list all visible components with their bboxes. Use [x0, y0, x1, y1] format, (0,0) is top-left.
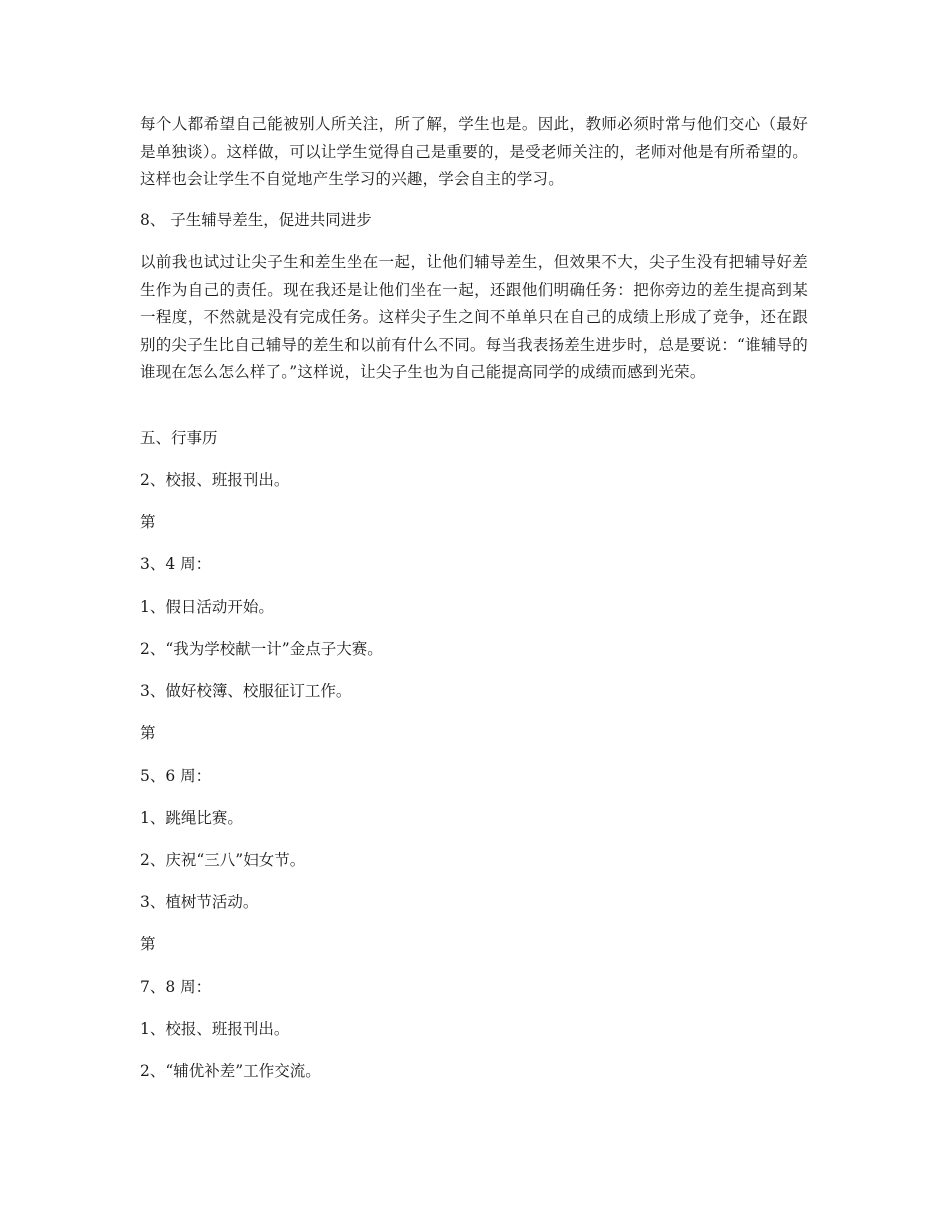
list-item: 2、校报、班报刊出。 — [140, 471, 290, 489]
list-item: 3、做好校簿、校服征订工作。 — [140, 682, 352, 700]
document-page — [140, 0, 808, 1229]
heading-8: 8、 子生辅导差生，促进共同进步 — [140, 211, 372, 229]
list-item: 1、假日活动开始。 — [140, 598, 274, 616]
list-item: 2、“我为学校献一计”金点子大赛。 — [140, 640, 383, 658]
list-item: 1、校报、班报刊出。 — [140, 1020, 290, 1038]
paragraph-8: 以前我也试过让尖子生和差生坐在一起，让他们辅导差生，但效果不大，尖子生没有把辅导好差生作为自己的责任。现在我还是让他们坐在一起，还跟他们明确任务：把你旁边的差生提高到某一程度，不然就是没有完成任务。这样尖子生之间不单单只在自己的成绩上形成了竞争，还在跟别的尖子生比自己辅导的差生和以前有什么不同。每当我表扬差生进步时，总是要说：“谁辅导的谁现在怎么怎么样了。”这样说，让尖子生也为自己能提高同学的成绩而感到光荣。 — [140, 253, 808, 381]
list-item: 第 — [140, 935, 156, 953]
list-item: 3、4 周： — [140, 555, 212, 573]
section-5-title: 五、行事历 — [140, 429, 218, 447]
list-item: 2、“辅优补差”工作交流。 — [140, 1062, 321, 1080]
list-item: 5、6 周： — [140, 767, 212, 785]
list-item: 3、植树节活动。 — [140, 893, 259, 911]
list-item: 7、8 周： — [140, 978, 212, 996]
list-item: 1、跳绳比赛。 — [140, 809, 243, 827]
paragraph-intro: 每个人都希望自己能被别人所关注，所了解，学生也是。因此，教师必须时常与他们交心（最好是单独谈）。这样做，可以让学生觉得自己是重要的，是受老师关注的，老师对他是有所希望的。这样也会让学生不自觉地产生学习的兴趣，学会自主的学习。 — [140, 115, 808, 188]
list-item: 2、庆祝“三八”妇女节。 — [140, 851, 306, 869]
list-item: 第 — [140, 724, 156, 742]
list-item: 第 — [140, 513, 156, 531]
